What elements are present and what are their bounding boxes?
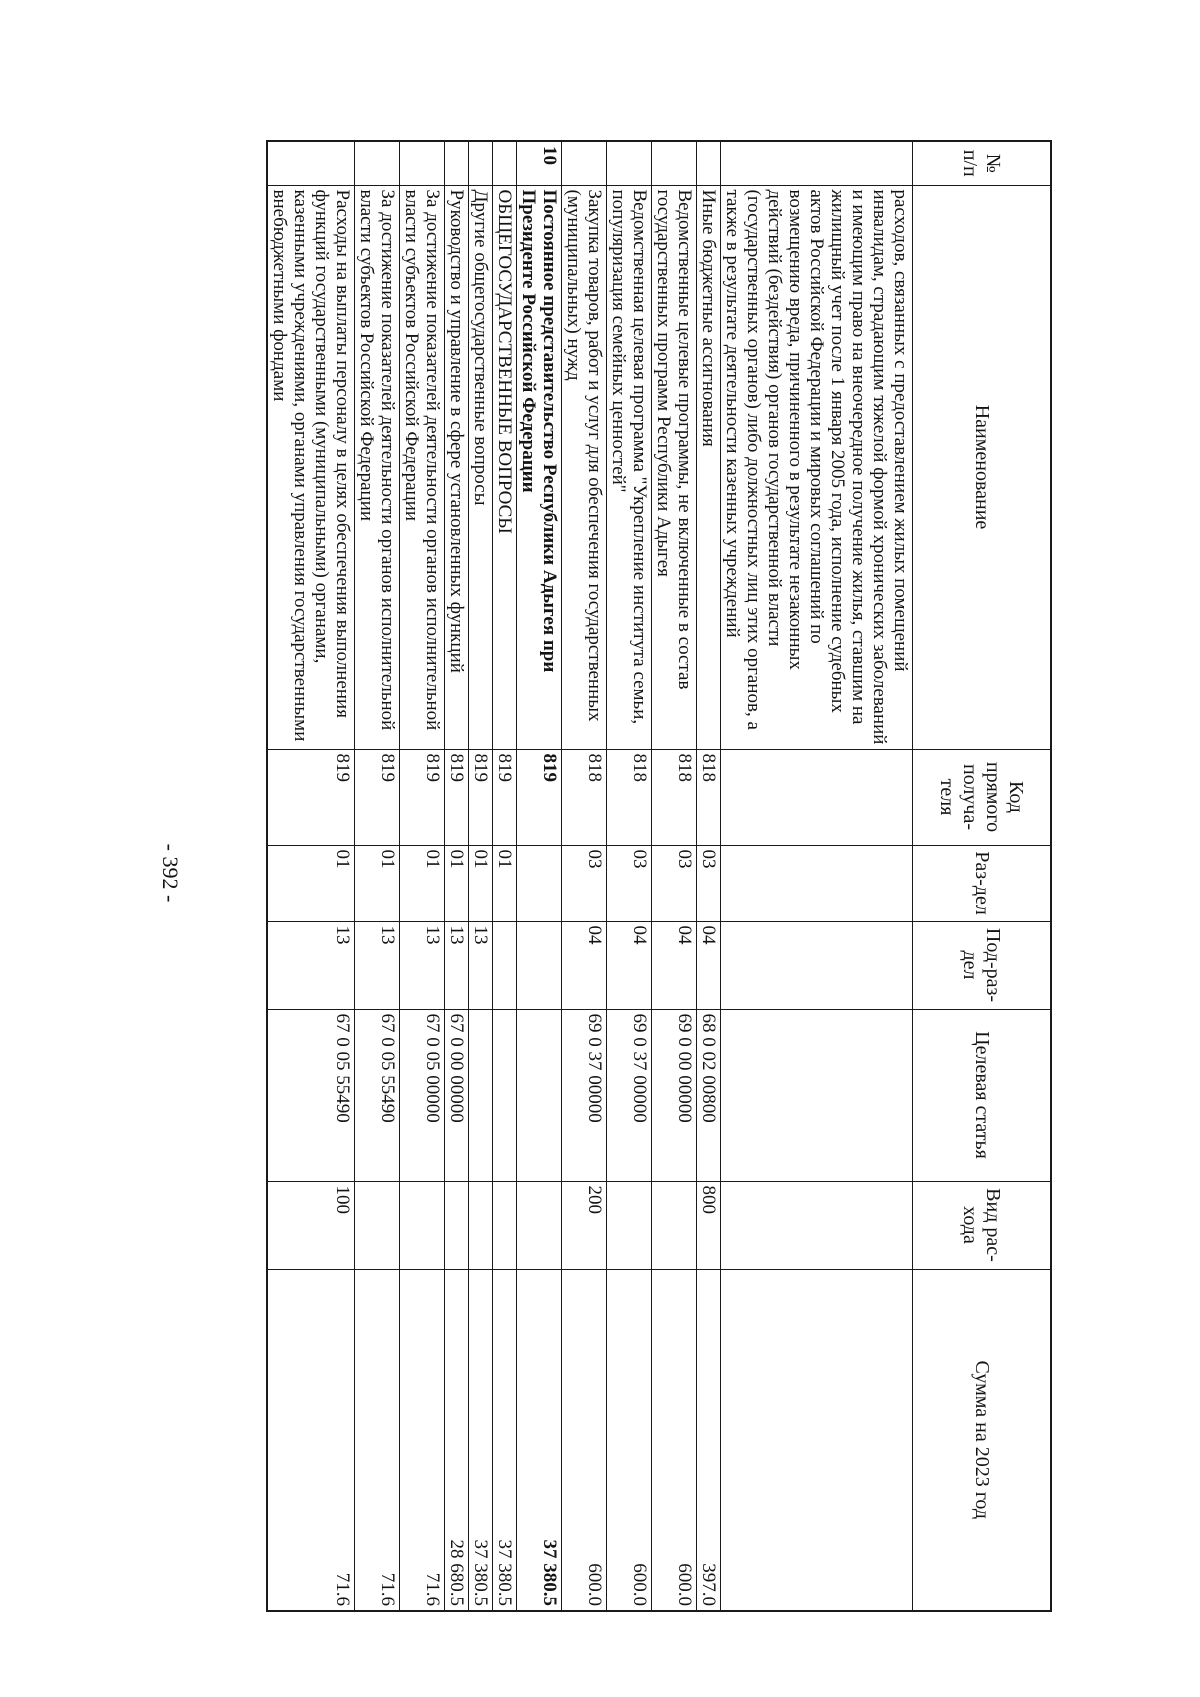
- cell-subsection: [517, 921, 562, 1009]
- cell-section: 01: [400, 845, 445, 921]
- cell-name: Иные бюджетные ассигнования: [697, 185, 721, 749]
- cell-sum: 600.0: [652, 1269, 697, 1611]
- cell-sum: 37 380.5: [469, 1269, 493, 1611]
- cell-num: [445, 141, 469, 185]
- cell-subsection: [721, 921, 913, 1009]
- rotated-table-container: [142, 140, 1052, 1610]
- cell-section: 01: [445, 845, 469, 921]
- cell-section: 01: [355, 845, 400, 921]
- cell-expense: [607, 1181, 652, 1269]
- cell-code: 819: [267, 749, 355, 845]
- cell-section: 03: [697, 845, 721, 921]
- table-row: [445, 141, 469, 1611]
- cell-expense: 100: [267, 1181, 355, 1269]
- cell-num: [267, 141, 355, 185]
- header-code: Код прямого получа-теля: [913, 749, 1052, 845]
- cell-article: 69 0 37 00000: [607, 1009, 652, 1181]
- cell-section: 03: [607, 845, 652, 921]
- cell-subsection: 04: [697, 921, 721, 1009]
- cell-subsection: 04: [562, 921, 607, 1009]
- cell-section: 01: [469, 845, 493, 921]
- cell-code: 819: [445, 749, 469, 845]
- cell-expense: [469, 1181, 493, 1269]
- cell-section: [517, 845, 562, 921]
- table-row: [652, 141, 697, 1611]
- cell-name: Ведомственные целевые программы, не включенные в состав государственных программ Республики Адыгея: [652, 185, 697, 749]
- cell-code: 819: [400, 749, 445, 845]
- cell-sum: 71.6: [400, 1269, 445, 1611]
- table-row: [721, 141, 913, 1611]
- cell-num: [721, 141, 913, 185]
- cell-code: [721, 749, 913, 845]
- table-row: [562, 141, 607, 1611]
- cell-section: 01: [267, 845, 355, 921]
- cell-subsection: 13: [267, 921, 355, 1009]
- cell-subsection: 13: [355, 921, 400, 1009]
- header-subsection: Под-раз-дел: [913, 921, 1052, 1009]
- cell-expense: 200: [562, 1181, 607, 1269]
- cell-subsection: 04: [607, 921, 652, 1009]
- header-name: Наименование: [913, 185, 1052, 749]
- cell-sum: 37 380.5: [493, 1269, 517, 1611]
- cell-sum: 397.0: [697, 1269, 721, 1611]
- cell-name: ОБЩЕГОСУДАРСТВЕННЫЕ ВОПРОСЫ: [493, 185, 517, 749]
- cell-sum: 600.0: [562, 1269, 607, 1611]
- cell-num: [652, 141, 697, 185]
- cell-name: Постоянное представительство Республики Адыгея при Президенте Российской Федерации: [517, 185, 562, 749]
- budget-table: [266, 140, 1052, 1612]
- cell-article: [469, 1009, 493, 1181]
- cell-code: 819: [469, 749, 493, 845]
- cell-subsection: 13: [400, 921, 445, 1009]
- cell-name: За достижение показателей деятельности органов исполнительной власти субъектов Российской Федерации: [355, 185, 400, 749]
- table-row: [267, 141, 355, 1611]
- cell-subsection: 04: [652, 921, 697, 1009]
- cell-name: Другие общегосударственные вопросы: [469, 185, 493, 749]
- cell-article: 67 0 05 55490: [267, 1009, 355, 1181]
- table-row: [355, 141, 400, 1611]
- cell-expense: [445, 1181, 469, 1269]
- cell-num: [469, 141, 493, 185]
- cell-sum: 71.6: [267, 1269, 355, 1611]
- cell-article: [517, 1009, 562, 1181]
- header-expense: Вид рас-хода: [913, 1181, 1052, 1269]
- table-header-row: [913, 141, 1052, 1611]
- table-row: [607, 141, 652, 1611]
- header-sum: Сумма на 2023 год: [913, 1269, 1052, 1611]
- cell-sum: 71.6: [355, 1269, 400, 1611]
- cell-sum: [721, 1269, 913, 1611]
- cell-name: Расходы на выплаты персоналу в целях обеспечения выполнения функций государственными (муниципальными) органами, казенными учреждениями, органами управления государственными внебюджетными фондами: [267, 185, 355, 749]
- cell-num: [697, 141, 721, 185]
- cell-expense: [355, 1181, 400, 1269]
- table-row: [517, 141, 562, 1611]
- cell-article: 69 0 37 00000: [562, 1009, 607, 1181]
- cell-num: [355, 141, 400, 185]
- table-row: [400, 141, 445, 1611]
- cell-num: [562, 141, 607, 185]
- cell-name: За достижение показателей деятельности органов исполнительной власти субъектов Российской Федерации: [400, 185, 445, 749]
- cell-code: 818: [607, 749, 652, 845]
- cell-subsection: [493, 921, 517, 1009]
- cell-section: [721, 845, 913, 921]
- cell-subsection: 13: [445, 921, 469, 1009]
- cell-code: 819: [355, 749, 400, 845]
- cell-expense: 800: [697, 1181, 721, 1269]
- cell-num: [400, 141, 445, 185]
- cell-article: 67 0 05 55490: [355, 1009, 400, 1181]
- cell-article: 68 0 02 00800: [697, 1009, 721, 1181]
- cell-code: 818: [652, 749, 697, 845]
- cell-code: 819: [493, 749, 517, 845]
- cell-article: [493, 1009, 517, 1181]
- cell-section: 03: [562, 845, 607, 921]
- cell-expense: [493, 1181, 517, 1269]
- table-row: [493, 141, 517, 1611]
- cell-expense: [400, 1181, 445, 1269]
- cell-name: расходов, связанных с предоставлением жилых помещений инвалидам, страдающим тяжелой формой хронических заболеваний и имеющим право на внеочередное получение жилья, ставшим на жилищный учет после 1 января 2005 года, исполнение судебных актов Российской Федерации и мировых соглашений по возмещению вреда, причиненного в результате незаконных действий (бездействия) органов государственной власти (государственных органов) либо должностных лиц этих органов, а также в результате деятельности казенных учреждений: [721, 185, 913, 749]
- cell-sum: 37 380.5: [517, 1269, 562, 1611]
- cell-section: 01: [493, 845, 517, 921]
- table-row: [469, 141, 493, 1611]
- cell-article: 67 0 05 00000: [400, 1009, 445, 1181]
- page-number: - 392 -: [158, 843, 183, 903]
- header-article: Целевая статья: [913, 1009, 1052, 1181]
- cell-name: Руководство и управление в сфере установленных функций: [445, 185, 469, 749]
- cell-expense: [652, 1181, 697, 1269]
- cell-expense: [721, 1181, 913, 1269]
- cell-code: 818: [697, 749, 721, 845]
- cell-num: [493, 141, 517, 185]
- cell-name: Закупка товаров, работ и услуг для обеспечения государственных (муниципальных) нужд: [562, 185, 607, 749]
- cell-num: 10: [517, 141, 562, 185]
- header-section: Раз-дел: [913, 845, 1052, 921]
- cell-code: 819: [517, 749, 562, 845]
- header-num: № п/п: [913, 141, 1052, 185]
- cell-sum: 28 680.5: [445, 1269, 469, 1611]
- cell-section: 03: [652, 845, 697, 921]
- cell-article: [721, 1009, 913, 1181]
- cell-subsection: 13: [469, 921, 493, 1009]
- cell-name: Ведомственная целевая программа "Укрепление института семьи, популяризация семейных ценностей": [607, 185, 652, 749]
- cell-expense: [517, 1181, 562, 1269]
- cell-article: 67 0 00 00000: [445, 1009, 469, 1181]
- cell-code: 818: [562, 749, 607, 845]
- cell-num: [607, 141, 652, 185]
- table-body: [267, 141, 913, 1611]
- cell-article: 69 0 00 00000: [652, 1009, 697, 1181]
- table-row: [697, 141, 721, 1611]
- cell-sum: 600.0: [607, 1269, 652, 1611]
